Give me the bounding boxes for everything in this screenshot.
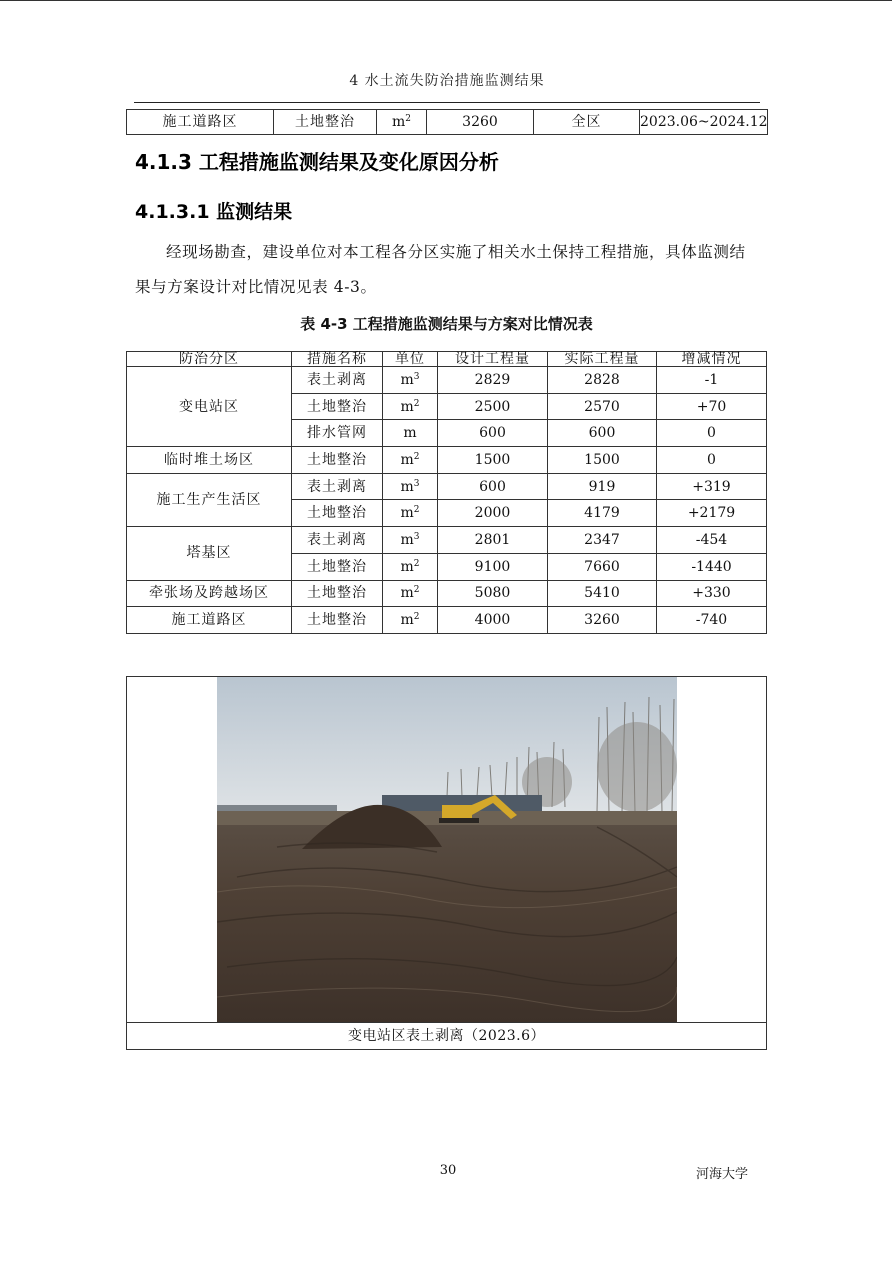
measure-cell: 排水管网 xyxy=(292,420,383,447)
actual-quantity-cell: 5410 xyxy=(548,580,657,607)
running-header: 4 水土流失防治措施监测结果 xyxy=(349,73,545,89)
actual-quantity-cell: 1500 xyxy=(548,447,657,474)
page-top-border xyxy=(0,0,892,1)
section-title: 4.1.3 工程措施监测结果及变化原因分析 xyxy=(135,150,499,174)
quantity-cell: 3260 xyxy=(427,110,534,135)
header-design-quantity: 设计工程量 xyxy=(438,352,548,367)
unit-cell xyxy=(377,110,427,135)
measure-cell: 土地整治 xyxy=(292,553,383,580)
table-row xyxy=(127,580,767,607)
measure-cell: 表土剥离 xyxy=(292,527,383,554)
header-actual-quantity: 实际工程量 xyxy=(548,352,657,367)
unit-base: m xyxy=(400,558,414,575)
measure-cell: 土地整治 xyxy=(292,500,383,527)
design-quantity-cell: 9100 xyxy=(438,553,548,580)
measure-cell: 表土剥离 xyxy=(292,367,383,394)
unit-exponent: 3 xyxy=(413,478,420,489)
table-row xyxy=(127,110,768,135)
scope-cell: 全区 xyxy=(534,110,640,135)
table-header-row xyxy=(127,352,767,367)
measure-cell: 表土剥离 xyxy=(292,473,383,500)
unit-cell xyxy=(383,580,438,607)
table-body xyxy=(127,367,767,634)
header-rule xyxy=(134,102,760,103)
unit-base: m xyxy=(391,114,406,130)
figure-caption: 变电站区表土剥离（2023.6） xyxy=(127,1022,766,1050)
change-cell: 0 xyxy=(657,447,767,474)
measure-cell: 土地整治 xyxy=(292,393,383,420)
design-quantity-cell: 2829 xyxy=(438,367,548,394)
measure-cell: 土地整治 xyxy=(292,447,383,474)
body-paragraph: 经现场勘查，建设单位对本工程各分区实施了相关水土保持工程措施，具体监测结果与方案设计对比情况见表 4-3。 xyxy=(135,243,746,296)
actual-quantity-cell: 2828 xyxy=(548,367,657,394)
unit-exponent: 2 xyxy=(413,612,420,623)
table-row xyxy=(127,607,767,634)
change-cell: +70 xyxy=(657,393,767,420)
unit-base: m xyxy=(400,585,414,602)
change-cell: -1440 xyxy=(657,553,767,580)
change-cell: -740 xyxy=(657,607,767,634)
unit-cell xyxy=(383,367,438,394)
header-measure: 措施名称 xyxy=(292,352,383,367)
change-cell: -1 xyxy=(657,367,767,394)
unit-exponent: 3 xyxy=(413,531,420,542)
unit-exponent: 2 xyxy=(413,558,420,569)
design-quantity-cell: 2000 xyxy=(438,500,548,527)
figure-frame xyxy=(126,676,767,1050)
unit-base: m xyxy=(400,505,414,522)
unit-cell xyxy=(383,553,438,580)
measures-comparison-table xyxy=(126,351,767,634)
unit-exponent: 2 xyxy=(413,505,420,516)
actual-quantity-cell: 600 xyxy=(548,420,657,447)
unit-base: m xyxy=(400,371,414,388)
subsection-title: 4.1.3.1 监测结果 xyxy=(135,201,293,223)
design-quantity-cell: 2801 xyxy=(438,527,548,554)
unit-cell xyxy=(383,420,438,447)
unit-cell xyxy=(383,500,438,527)
header-area: 防治分区 xyxy=(127,352,292,367)
measure-cell: 土地整治 xyxy=(292,607,383,634)
site-photo xyxy=(217,677,677,1022)
header-unit: 单位 xyxy=(383,352,438,367)
topsoil-stripping-photo xyxy=(217,677,677,1022)
table-row xyxy=(127,473,767,500)
unit-cell xyxy=(383,527,438,554)
area-cell: 塔基区 xyxy=(127,527,292,580)
change-cell: +2179 xyxy=(657,500,767,527)
unit-cell xyxy=(383,473,438,500)
period-cell: 2023.06~2024.12 xyxy=(640,110,768,135)
actual-quantity-cell: 919 xyxy=(548,473,657,500)
table-caption: 表 4-3 工程措施监测结果与方案对比情况表 xyxy=(300,315,593,333)
design-quantity-cell: 600 xyxy=(438,420,548,447)
unit-cell xyxy=(383,393,438,420)
area-cell: 施工道路区 xyxy=(127,110,274,135)
design-quantity-cell: 4000 xyxy=(438,607,548,634)
design-quantity-cell: 1500 xyxy=(438,447,548,474)
table-row xyxy=(127,447,767,474)
unit-base: m xyxy=(400,451,414,468)
change-cell: -454 xyxy=(657,527,767,554)
table-row xyxy=(127,527,767,554)
unit-exponent: 2 xyxy=(413,451,420,462)
area-cell: 施工道路区 xyxy=(127,607,292,634)
actual-quantity-cell: 2570 xyxy=(548,393,657,420)
actual-quantity-cell: 4179 xyxy=(548,500,657,527)
area-cell: 牵张场及跨越场区 xyxy=(127,580,292,607)
unit-base: m xyxy=(403,425,417,442)
unit-exponent: 3 xyxy=(413,371,420,382)
actual-quantity-cell: 7660 xyxy=(548,553,657,580)
unit-cell xyxy=(383,607,438,634)
unit-base: m xyxy=(400,612,414,629)
actual-quantity-cell: 3260 xyxy=(548,607,657,634)
actual-quantity-cell: 2347 xyxy=(548,527,657,554)
unit-base: m xyxy=(400,531,414,548)
area-cell: 临时堆土场区 xyxy=(127,447,292,474)
change-cell: 0 xyxy=(657,420,767,447)
footer-organization: 河海大学 xyxy=(696,1167,749,1182)
unit-exponent: 2 xyxy=(413,398,420,409)
header-change: 增减情况 xyxy=(657,352,767,367)
design-quantity-cell: 2500 xyxy=(438,393,548,420)
unit-exponent: 2 xyxy=(413,585,420,596)
area-cell: 变电站区 xyxy=(127,367,292,447)
design-quantity-cell: 600 xyxy=(438,473,548,500)
unit-base: m xyxy=(400,478,414,495)
table-row xyxy=(127,367,767,394)
unit-exponent: 2 xyxy=(405,114,411,124)
measure-cell: 土地整治 xyxy=(274,110,377,135)
design-quantity-cell: 5080 xyxy=(438,580,548,607)
continued-table-row xyxy=(126,109,768,135)
change-cell: +319 xyxy=(657,473,767,500)
change-cell: +330 xyxy=(657,580,767,607)
area-cell: 施工生产生活区 xyxy=(127,473,292,526)
measure-cell: 土地整治 xyxy=(292,580,383,607)
page-number: 30 xyxy=(439,1163,457,1178)
unit-base: m xyxy=(400,398,414,415)
unit-cell xyxy=(383,447,438,474)
